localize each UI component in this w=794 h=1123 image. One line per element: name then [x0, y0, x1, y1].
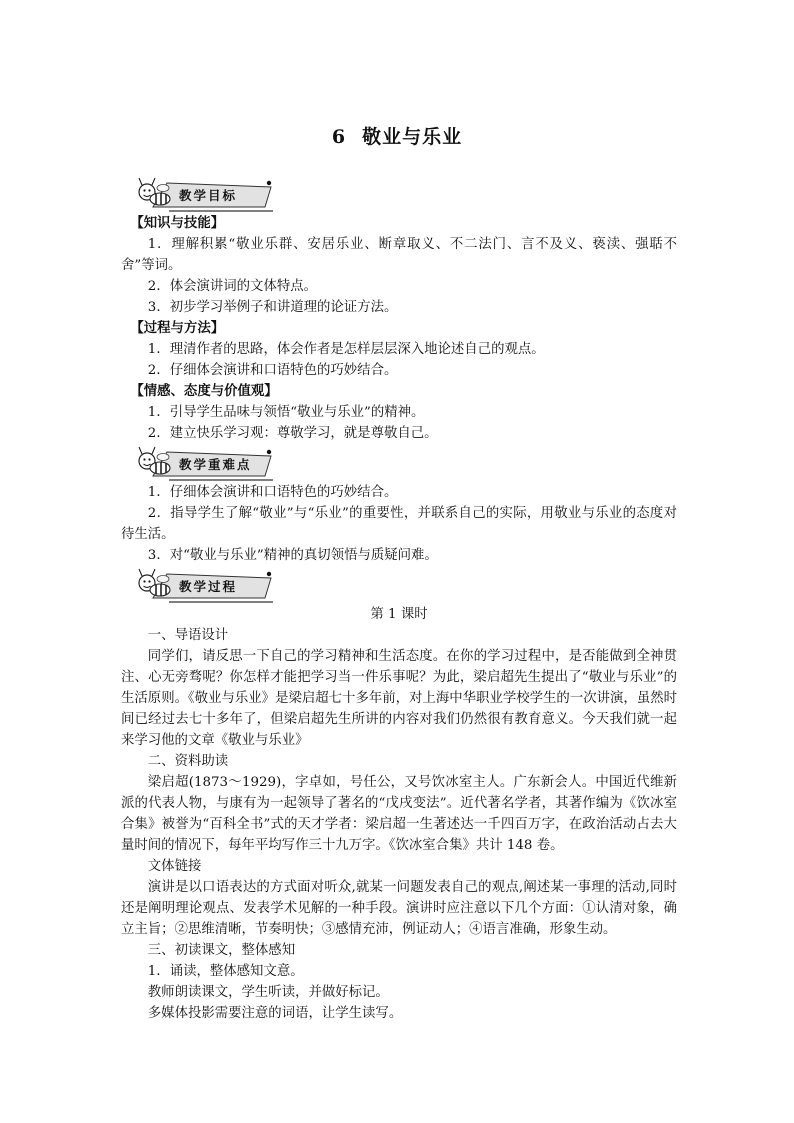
list-item: 3．初步学习举例子和讲道理的论证方法。 — [147, 300, 398, 315]
section-heading: 三、初读课文，整体感知 — [147, 943, 296, 958]
list-item: 2．指导学生了解“敬业”与“乐业”的重要性，并联系自己的实际，用敬业与乐业的态度对待生活。 — [121, 506, 677, 542]
paragraph: 演讲是以口语表达的方式面对听众,就某一问题发表自己的观点,阐述某一事理的活动,同时还是阐明理论观点、发表学术见解的一种手段。演讲时应注意以下几个方面：①认清对象，确立主旨；②思维清晰，节奏明快；③感情充沛，例证动人；④语言准确，形象生动。 — [121, 880, 677, 937]
list-item: 1．引导学生品味与领悟“敬业与乐业”的精神。 — [147, 405, 425, 420]
emotion-heading: 【情感、态度与价值观】 — [130, 383, 278, 399]
knowledge-heading: 【知识与技能】 — [130, 215, 225, 231]
paragraph: 梁启超(1873～1929)，字卓如，号任公，又号饮冰室主人。广东新会人。中国近代维新派的代表人物，与康有为一起领导了著名的“戊戌变法”。近代著名学者，其著作编为《饮冰室合集》被誉为“百科全书”式的天才学者：梁启超一生著述达一千四百万字，在政治活动占去大量时间的情况下，每年平均写作三十九万字。《饮冰室合集》共计 148 卷。 — [121, 775, 677, 853]
list-item: 1．理清作者的思路，体会作者是怎样层层深入地论述自己的观点。 — [147, 342, 545, 357]
list-item: 1．仔细体会演讲和口语特色的巧妙结合。 — [147, 485, 398, 500]
section-heading: 一、导语设计 — [147, 628, 229, 643]
lesson-number: 6 — [331, 126, 347, 148]
list-item: 2．建立快乐学习观：尊敬学习，就是尊敬自己。 — [147, 426, 438, 441]
objectives-badge — [133, 175, 393, 213]
list-item: 1．理解积累“敬业乐群、安居乐业、断章取义、不二法门、言不及义、亵渎、强聒不舍”等词。 — [121, 237, 677, 273]
list-item: 1．诵读，整体感知文意。 — [147, 964, 304, 979]
paragraph: 同学们，请反思一下自己的学习精神和生活态度。在你的学习过程中，是否能做到全神贯注、心无旁骛呢？你怎样才能把学习当一件乐事呢？为此，梁启超先生提出了“敬业与乐业”的生活原则。《敬业与乐业》是梁启超七十多年前，对上海中华职业学校学生的一次讲演，虽然时间已经过去七十多年了，但梁启超先生所讲的内容对我们仍然很有教育意义。今天我们就一起来学习他的文章《敬业与乐业》 — [121, 649, 677, 748]
list-item: 多媒体投影需要注意的词语，让学生读写。 — [147, 1006, 403, 1021]
list-item: 2．仔细体会演讲和口语特色的巧妙结合。 — [147, 363, 398, 378]
list-item: 教师朗读课文，学生听读，并做好标记。 — [147, 985, 389, 1000]
process-badge-label: 教学过程 — [179, 579, 238, 594]
lesson-period: 第 1 课时 — [370, 607, 428, 622]
key-points-badge-label: 教学重难点 — [179, 457, 252, 472]
list-item: 2．体会演讲词的文体特点。 — [147, 279, 318, 294]
process-heading: 【过程与方法】 — [130, 320, 225, 336]
key-points-badge — [133, 444, 393, 482]
subsection-heading: 文体链接 — [147, 859, 202, 874]
page-title — [0, 122, 794, 149]
objectives-badge-label: 教学目标 — [179, 188, 238, 203]
section-heading: 二、资料助读 — [147, 754, 229, 769]
list-item: 3．对“敬业与乐业”精神的真切领悟与质疑问难。 — [147, 548, 438, 563]
process-badge — [133, 566, 393, 604]
lesson-title: 敬业与乐业 — [362, 126, 463, 148]
content-body — [121, 175, 677, 1024]
